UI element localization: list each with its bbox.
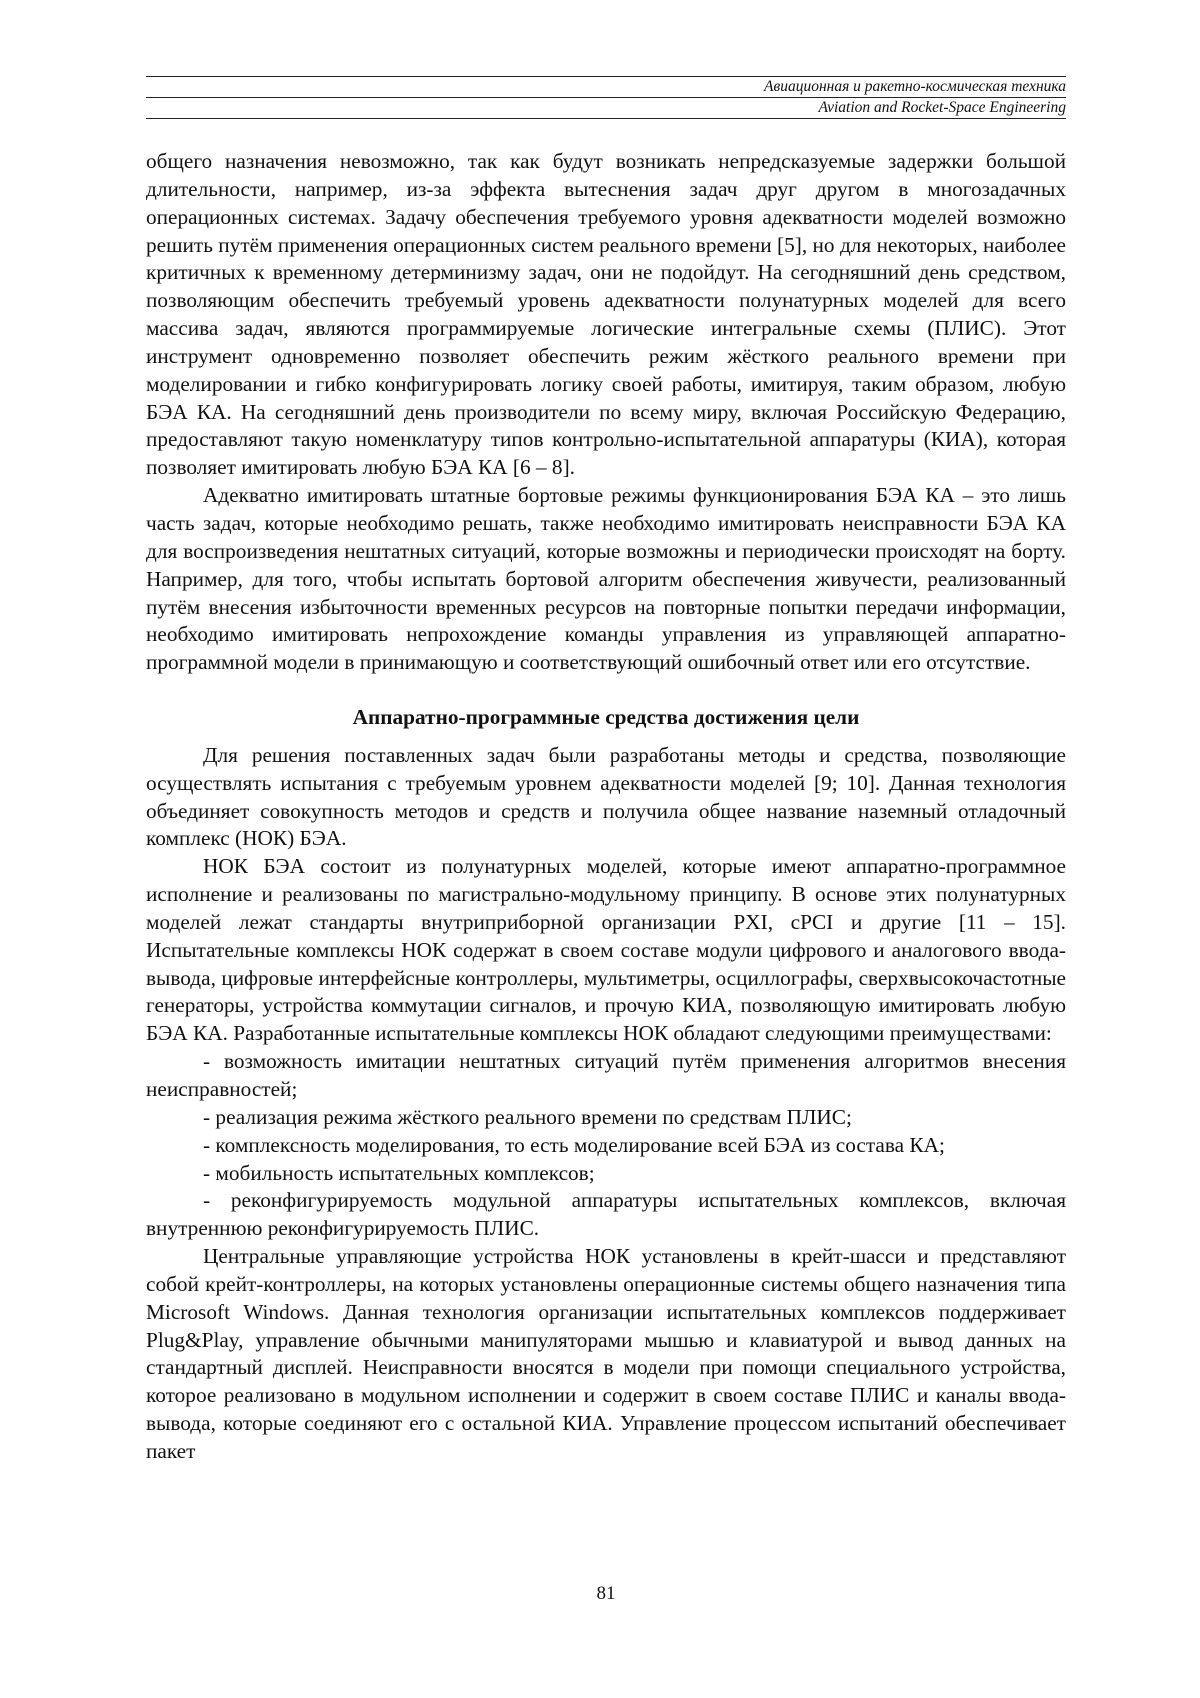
- list-item: - возможность имитации нештатных ситуаций путём применения алгоритмов внесения неисправностей;: [146, 1049, 1066, 1101]
- list-item: - реконфигурируемость модульной аппаратуры испытательных комплексов, включая внутреннюю реконфигурируемость ПЛИС.: [146, 1188, 1066, 1241]
- list-item: - мобильность испытательных комплексов;: [203, 1160, 595, 1185]
- running-header: [146, 76, 1066, 119]
- header-rule-bottom: [146, 118, 1066, 119]
- paragraph: НОК БЭА состоит из полунатурных моделей, которые имеют аппаратно-программное исполнение и реализованы по магистрально-модульному принципу. В основе этих полунатурных моделей лежат стандарты внутриприборной организации PXI, cPCI и другие [11 – 15]. Испытательные комплексы НОК содержат в своем составе модули цифрового и аналогового ввода-вывода, цифровые интерфейсные контроллеры, мультиметры, осциллографы, сверхвысокочастотные генераторы, устройства коммутации сигналов, и прочую КИА, позволяющую имитировать любую БЭА КА. Разработанные испытательные комплексы НОК обладают следующими преимуществами:: [146, 854, 1066, 1046]
- paragraph-continuation: общего назначения невозможно, так как будут возникать непредсказуемые задержки большой длительности, например, из-за эффекта вытеснения задач друг другом в многозадачных операционных системах. Задачу обеспечения требуемого уровня адекватности моделей возможно решить путём применения операционных систем реального времени [5], но для некоторых, наиболее критичных к временному детерминизму задач, они не подойдут. На сегодняшний день средством, позволяющим обеспечить требуемый уровень адекватности полунатурных моделей для всего массива задач, являются программируемые логические интегральные схемы (ПЛИС). Этот инструмент одновременно позволяет обеспечить режим жёсткого реального времени при моделировании и гибко конфигурировать логику своей работы, имитируя, таким образом, любую БЭА КА. На сегодняшний день производители по всему миру, включая Российскую Федерацию, предоставляют такую номенклатуру типов контрольно-испытательной аппаратуры (КИА), которая позволяет имитировать любую БЭА КА [6 – 8].: [146, 149, 1066, 480]
- paragraph: Адекватно имитировать штатные бортовые режимы функционирования БЭА КА – это лишь часть задач, которые необходимо решать, также необходимо имитировать неисправности БЭА КА для воспроизведения нештатных ситуаций, которые возможны и периодически происходят на борту. Например, для того, чтобы испытать бортовой алгоритм обеспечения живучести, реализованный путём внесения избыточности временных ресурсов на повторные попытки передачи информации, необходимо имитировать непрохождение команды управления из управляющей аппаратно-программной модели в принимающую и соответствующий ошибочный ответ или его отсутствие.: [146, 483, 1066, 675]
- paragraph: Для решения поставленных задач были разработаны методы и средства, позволяющие осуществлять испытания с требуемым уровнем адекватности моделей [9; 10]. Данная технология объединяет совокупность методов и средств и получила общее название наземный отладочный комплекс (НОК) БЭА.: [146, 742, 1066, 851]
- article-body: [146, 148, 1066, 1466]
- section-heading: Аппаратно-программные средства достижения цели: [352, 705, 860, 730]
- page-number: 81: [596, 1583, 616, 1604]
- paragraph: Центральные управляющие устройства НОК установлены в крейт-шасси и представляют собой крейт-контроллеры, на которых установлены операционные системы общего назначения типа Microsoft Windows. Данная технология организации испытательных комплексов поддерживает Plug&Play, управление обычными манипуляторами мышью и клавиатурой и вывод данных на стандартный дисплей. Неисправности вносятся в модели при помощи специального устройства, которое реализовано в модульном исполнении и содержит в своем составе ПЛИС и каналы ввода-вывода, которые соединяют его с остальной КИА. Управление процессом испытаний обеспечивает пакет: [146, 1244, 1066, 1463]
- header-journal-en: Aviation and Rocket-Space Engineering: [818, 99, 1066, 116]
- header-journal-ru: Авиационная и ракетно-космическая техника: [764, 78, 1066, 95]
- list-item: - комплексность моделирования, то есть моделирование всей БЭА из состава КА;: [203, 1132, 945, 1157]
- list-item: - реализация режима жёсткого реального времени по средствам ПЛИС;: [203, 1104, 852, 1129]
